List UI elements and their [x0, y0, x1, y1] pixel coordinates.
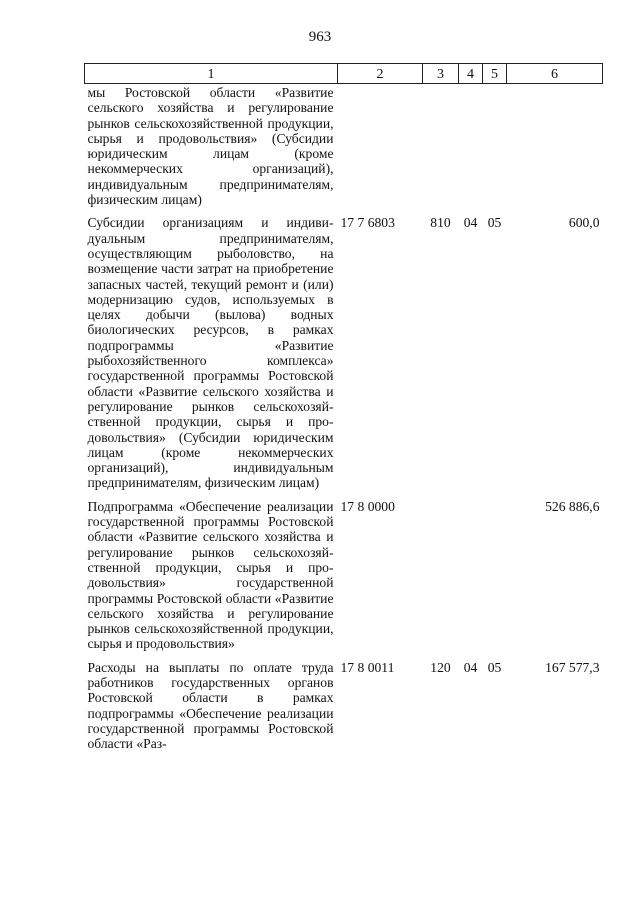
- row-amount: 600,0: [568, 215, 600, 231]
- row-target-code: 17 7 6803: [340, 215, 395, 231]
- header-col-3: 3: [423, 64, 459, 84]
- row-section: 04: [463, 215, 478, 231]
- row-expense-type: [423, 491, 459, 652]
- row-subsection: [483, 491, 507, 652]
- row-subsection: [483, 84, 507, 208]
- row-description: Расходы на выплаты по оплате труда работников государственных органов Ростовской области в рамках подпрограммы «Обеспечение реализации государственной программы Ростовской области «Раз-: [87, 659, 334, 752]
- row-description: мы Ростовской области «Развитие сельского хозяйства и регулирование рынков сельскохозяйственной продукции, сырья и продовольствия» (Субсидии юридическим лицам (кроме некоммерческих организаций), индивидуальным предпринимателям, физическим лицам): [87, 85, 334, 208]
- header-col-6: 6: [507, 64, 603, 84]
- row-amount: [507, 84, 603, 208]
- header-row: [85, 64, 603, 84]
- row-description: Подпрограмма «Обеспечение реализации государственной программы Ростовской области «Развитие сельского хозяйства и регулирование рынков сельскохозяйственной продукции, сырья и продовольствия» государственной программы Ростовской области «Развитие сельского хозяйства и регулирование рынков сельскохозяйственной продукции, сырья и продовольствия»: [87, 498, 334, 652]
- row-amount: 167 577,3: [545, 659, 600, 675]
- row-expense-type: [423, 84, 459, 208]
- page-number: 963: [308, 29, 332, 45]
- budget-table: [84, 63, 603, 751]
- header-col-1: 1: [85, 64, 338, 84]
- row-section: [459, 84, 483, 208]
- header-col-5: 5: [483, 64, 507, 84]
- row-expense-type: 120: [430, 659, 451, 675]
- row-expense-type: 810: [430, 215, 451, 231]
- table-row: [85, 491, 603, 652]
- row-section: [459, 491, 483, 652]
- row-amount: 526 886,6: [545, 498, 600, 514]
- row-subsection: 05: [487, 215, 502, 231]
- header-col-4: 4: [459, 64, 483, 84]
- table-row: [85, 652, 603, 752]
- row-target-code: [338, 84, 423, 208]
- table-row: [85, 84, 603, 208]
- table-row: [85, 207, 603, 490]
- table-header: [85, 64, 603, 84]
- row-section: 04: [463, 659, 478, 675]
- header-col-2: 2: [338, 64, 423, 84]
- row-subsection: 05: [487, 659, 502, 675]
- row-target-code: 17 8 0011: [340, 659, 395, 675]
- row-description: Субсидии организациям и индивидуальным предпринимателям, осуществляющим рыболовство, на возмещение части затрат на приобретение запасных частей, текущий ремонт и (или) модернизацию судов, используемых в целях добычи (вылова) водных биологических ресурсов, в рамках подпрограммы «Развитие рыбохозяйственного комплекса» государственной программы Ростовской области «Развитие сельского хозяйства и регулирование рынков сельскохозяйственной продукции, сырья и продовольствия» (Субсидии юридическим лицам (кроме некоммерческих организаций), индивидуальным предпринимателям, физическим лицам): [87, 215, 334, 491]
- row-target-code: 17 8 0000: [340, 498, 395, 514]
- table-body: [85, 84, 603, 752]
